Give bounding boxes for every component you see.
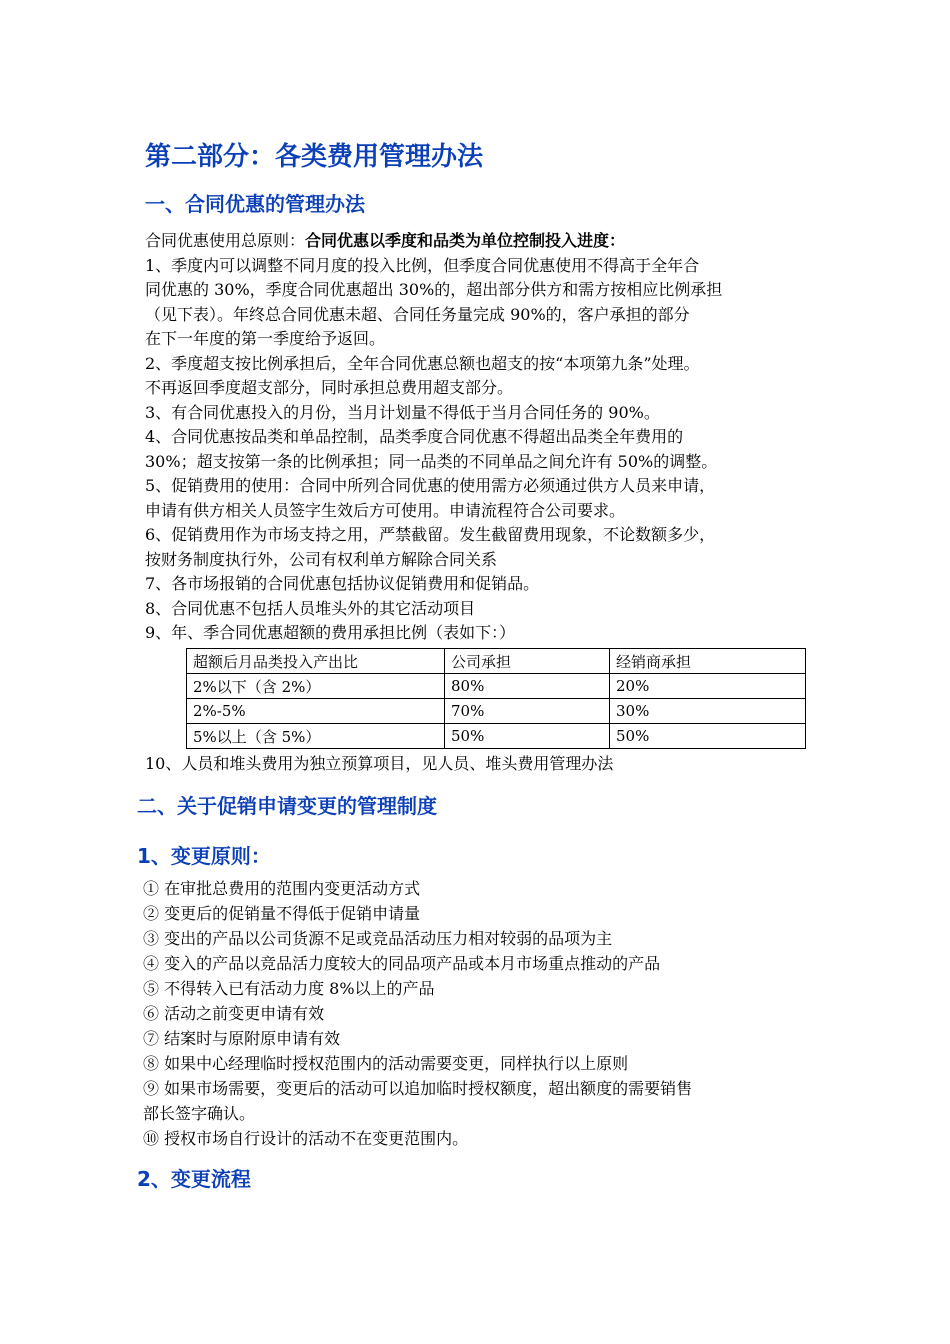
principle-intro [145,229,825,254]
principle-emphasis: 合同优惠以季度和品类为单位控制投入进度： [305,231,626,250]
table-cell: 2%以下（含 2%） [187,674,445,699]
table-cell: 80% [445,674,610,699]
table-row [187,674,806,699]
list-item: ⑦ 结案时与原附原申请有效 [143,1029,341,1048]
list-item: ① 在审批总费用的范围内变更活动方式 [143,879,421,898]
list-item: ④ 变入的产品以竞品活力度较大的同品项产品或本月市场重点推动的产品 [143,954,661,973]
table-header-row [187,649,806,674]
heading-promotion-change: 二、关于促销申请变更的管理制度 [137,794,437,818]
rule-line: 按财务制度执行外，公司有权利单方解除合同关系 [145,549,498,569]
table-row [187,699,806,724]
rule-line: 不再返回季度超支部分，同时承担总费用超支部分。 [145,378,514,397]
rule-line: 7、各市场报销的合同优惠包括协议促销费用和促销品。 [145,574,540,593]
list-item: ⑤ 不得转入已有活动力度 8%以上的产品 [143,979,435,998]
list-item: ⑧ 如果中心经理临时授权范围内的活动需要变更，同样执行以上原则 [143,1054,629,1073]
table-cell: 70% [445,699,610,724]
list-item: 部长签字确认。 [143,1104,256,1123]
table-cell: 5%以上（含 5%） [187,724,445,749]
list-item: ③ 变出的产品以公司货源不足或竞品活动压力相对较弱的品项为主 [143,929,613,948]
list-item: ⑩ 授权市场自行设计的活动不在变更范围内。 [143,1129,469,1148]
heading-contract-discount: 一、合同优惠的管理办法 [145,192,365,216]
subheading-change-principles: 1、变更原则： [137,844,271,868]
table-header-cell: 超额后月品类投入产出比 [187,649,445,674]
rule-line: 8、合同优惠不包括人员堆头外的其它活动项目 [145,598,476,618]
rule-line: 6、促销费用作为市场支持之用，严禁截留。发生截留费用现象，不论数额多少， [145,525,716,544]
rule-line: 3、有合同优惠投入的月份，当月计划量不得低于当月合同任务的 90%。 [145,402,660,422]
table-cell: 2%-5% [187,699,445,724]
rule-line: 30%；超支按第一条的比例承担；同一品类的不同单品之间允许有 50%的调整。 [145,451,718,471]
list-item: ⑨ 如果市场需要，变更后的活动可以追加临时授权额度，超出额度的需要销售 [143,1079,693,1098]
rule-line: 同优惠的 30%，季度合同优惠超出 30%的，超出部分供方和需方按相应比例承担 [145,280,723,299]
rule-line: 9、年、季合同优惠超额的费用承担比例（表如下：） [145,623,516,642]
rule-line: （见下表）。年终总合同优惠未超、合同任务量完成 90%的，客户承担的部分 [145,304,690,324]
table-cell: 50% [610,724,806,749]
cost-ratio-table [186,648,806,749]
rule-line: 2、季度超支按比例承担后，全年合同优惠总额也超支的按“本项第九条”处理。 [145,353,700,373]
table-cell: 50% [445,724,610,749]
subheading-change-process: 2、变更流程 [137,1167,251,1191]
rule-ten: 10、人员和堆头费用为独立预算项目，见人员、堆头费用管理办法 [145,754,614,773]
table-cell: 20% [610,674,806,699]
rules-block [145,229,825,646]
rule-line: 1、季度内可以调整不同月度的投入比例，但季度合同优惠使用不得高于全年合 [145,255,700,275]
change-principles-list [143,876,833,1151]
table-header-cell: 经销商承担 [610,649,806,674]
rule-line: 5、促销费用的使用：合同中所列合同优惠的使用需方必须通过供方人员来申请， [145,476,716,495]
principle-prefix: 合同优惠使用总原则： [145,231,306,250]
rule-line: 申请有供方相关人员签字生效后方可使用。申请流程符合公司要求。 [145,500,626,520]
list-item: ⑥ 活动之前变更申请有效 [143,1004,325,1023]
table-header-cell: 公司承担 [445,649,610,674]
table-cell: 30% [610,699,806,724]
table-row [187,724,806,749]
list-item: ② 变更后的促销量不得低于促销申请量 [143,904,421,923]
rule-line: 在下一年度的第一季度给予返回。 [145,329,386,348]
rule-line: 4、合同优惠按品类和单品控制，品类季度合同优惠不得超出品类全年费用的 [145,427,684,446]
section-title: 第二部分：各类费用管理办法 [145,142,484,172]
